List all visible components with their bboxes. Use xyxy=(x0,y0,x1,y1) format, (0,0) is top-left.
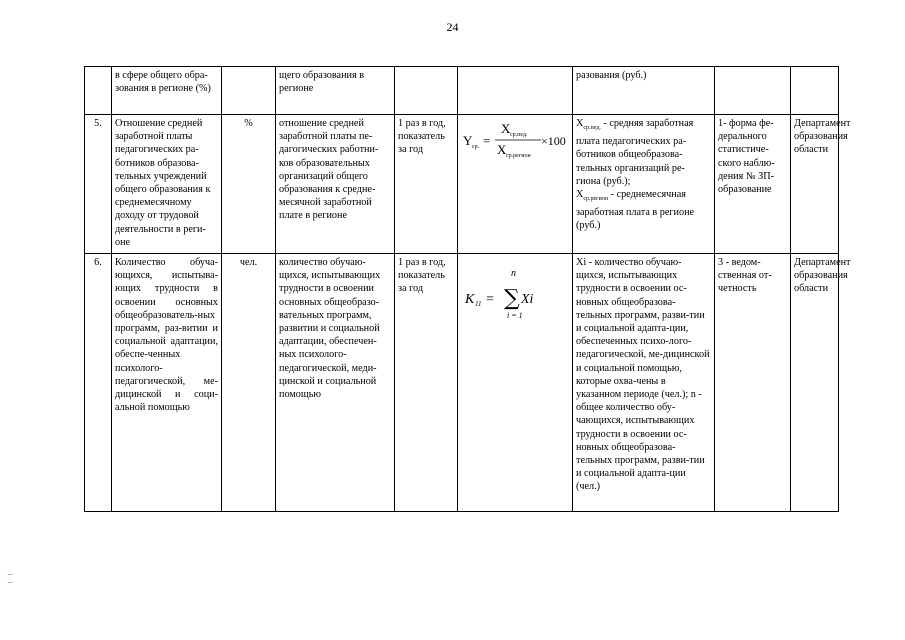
row-number: 6. xyxy=(85,254,112,512)
sum-term: Xi xyxy=(521,292,534,307)
table-row xyxy=(85,254,839,512)
cell-responsible xyxy=(791,67,839,115)
cell-unit xyxy=(222,67,276,115)
page-number: 24 xyxy=(446,20,459,34)
unit: чел. xyxy=(222,254,276,512)
table-row xyxy=(85,115,839,254)
svg-text:=: = xyxy=(486,292,494,307)
formula-denominator-sub: ср.регион xyxy=(506,153,531,159)
sum-sign: ∑ xyxy=(504,286,520,311)
periodicity: 1 раз в год, показатель за год xyxy=(395,115,458,254)
formula-sum xyxy=(458,254,573,512)
sum-lower-limit: i = 1 xyxy=(507,311,523,320)
row-number: 5. xyxy=(85,115,112,254)
indicator-definition: количество обучаю-щихся, испытывающих трудности в освоении основных общеобразо-вательных программ, развитии и социальной адаптации, обеспечен-ных психолого-педагогической, меди-цинской и социальной помощью xyxy=(276,254,395,512)
indicator-definition: отношение средней заработной платы пе-дагогических работни-ков образовательных организаций общего образования к средне-месячной заработной плате в регионе xyxy=(276,115,395,254)
indicator-name: Отношение средней заработной платы педагогических ра-ботников образова-тельных учреждений общего образования к среднемесячному доходу от трудовой деятельности в реги-оне xyxy=(112,115,222,254)
svg-text:=: = xyxy=(483,133,491,148)
explanation-line: гиона (руб.); xyxy=(576,175,631,187)
formula-numerator: X xyxy=(501,121,511,136)
formula-ratio-svg xyxy=(461,119,569,163)
sum-upper-limit: n xyxy=(511,268,516,279)
margin-mark: – xyxy=(8,577,13,587)
cell-source xyxy=(715,67,791,115)
formula-lhs-sub: ср. xyxy=(472,144,480,150)
explanation-line: $X_{ср.пед.}$ - средняя заработная xyxy=(576,118,694,132)
cell-formula xyxy=(458,67,573,115)
responsible-body: Департамент образования области xyxy=(791,254,839,512)
responsible-body: Департамент образования области xyxy=(791,115,839,254)
formula-tail: ×100 xyxy=(541,134,566,148)
cell-explanation: разования (руб.) xyxy=(573,67,715,115)
formula-explanation: Xi - количество обучаю-щихся, испытывающих трудности в освоении ос-новных общеобразова-тельных программ, разви-тии и социальной адапта-ции, обеспеченных психо-лого-педагогической, ме-дицинской и социальной помощью, которые охва-чены в указанном периоде (чел.); n - общее количество обу-чающихся, испытывающих трудности в освоении ос-новных общеобразова-тельных программ, разви-тии и социальной адапта-ции (чел.) xyxy=(573,254,715,512)
cell-num xyxy=(85,67,112,115)
formula-sum-svg xyxy=(461,264,569,326)
formula-ratio xyxy=(458,115,573,254)
explanation-line: $X_{ср.регион}$ - среднемесячная xyxy=(576,189,686,203)
formula-lhs: Y xyxy=(463,133,473,148)
cell-definition: щего образования в регионе xyxy=(276,67,395,115)
formula-lhs: K xyxy=(465,292,475,307)
cell-indicator: в сфере общего обра-зования в регионе (%) xyxy=(112,67,222,115)
explanation-line: тельных организаций ре- xyxy=(576,162,685,174)
data-source: 3 - ведом-ственная от-четность xyxy=(715,254,791,512)
margin-mark: – xyxy=(8,569,13,579)
explanation-line: плата педагогических ра- xyxy=(576,136,687,148)
indicator-name: Количество обуча-ющихся, испытыва-ющих трудности в освоении основных общеобразователь-ных программ, раз-витии и социальной адаптации, обеспе-ченных психолого-педагогической, ме-дицинской и соци-альной помощью xyxy=(112,254,222,512)
explanation-line: заработная плата в регионе xyxy=(576,207,695,219)
data-source: 1- форма фе-дерального статистиче-ского наблю-дения № ЗП-образование xyxy=(715,115,791,254)
formula-lhs-sub: 11 xyxy=(475,300,482,308)
formula-denominator: X xyxy=(497,142,507,157)
formula-explanation xyxy=(573,115,715,254)
indicators-table xyxy=(84,66,851,512)
explanation-line: ботников общеобразова- xyxy=(576,149,683,161)
cell-periodicity xyxy=(395,67,458,115)
periodicity: 1 раз в год, показатель за год xyxy=(395,254,458,512)
table-row-continuation xyxy=(85,67,839,115)
explanation-line: (руб.) xyxy=(576,220,601,232)
formula-numerator-sub: ср.пед. xyxy=(510,132,528,138)
unit: % xyxy=(222,115,276,254)
